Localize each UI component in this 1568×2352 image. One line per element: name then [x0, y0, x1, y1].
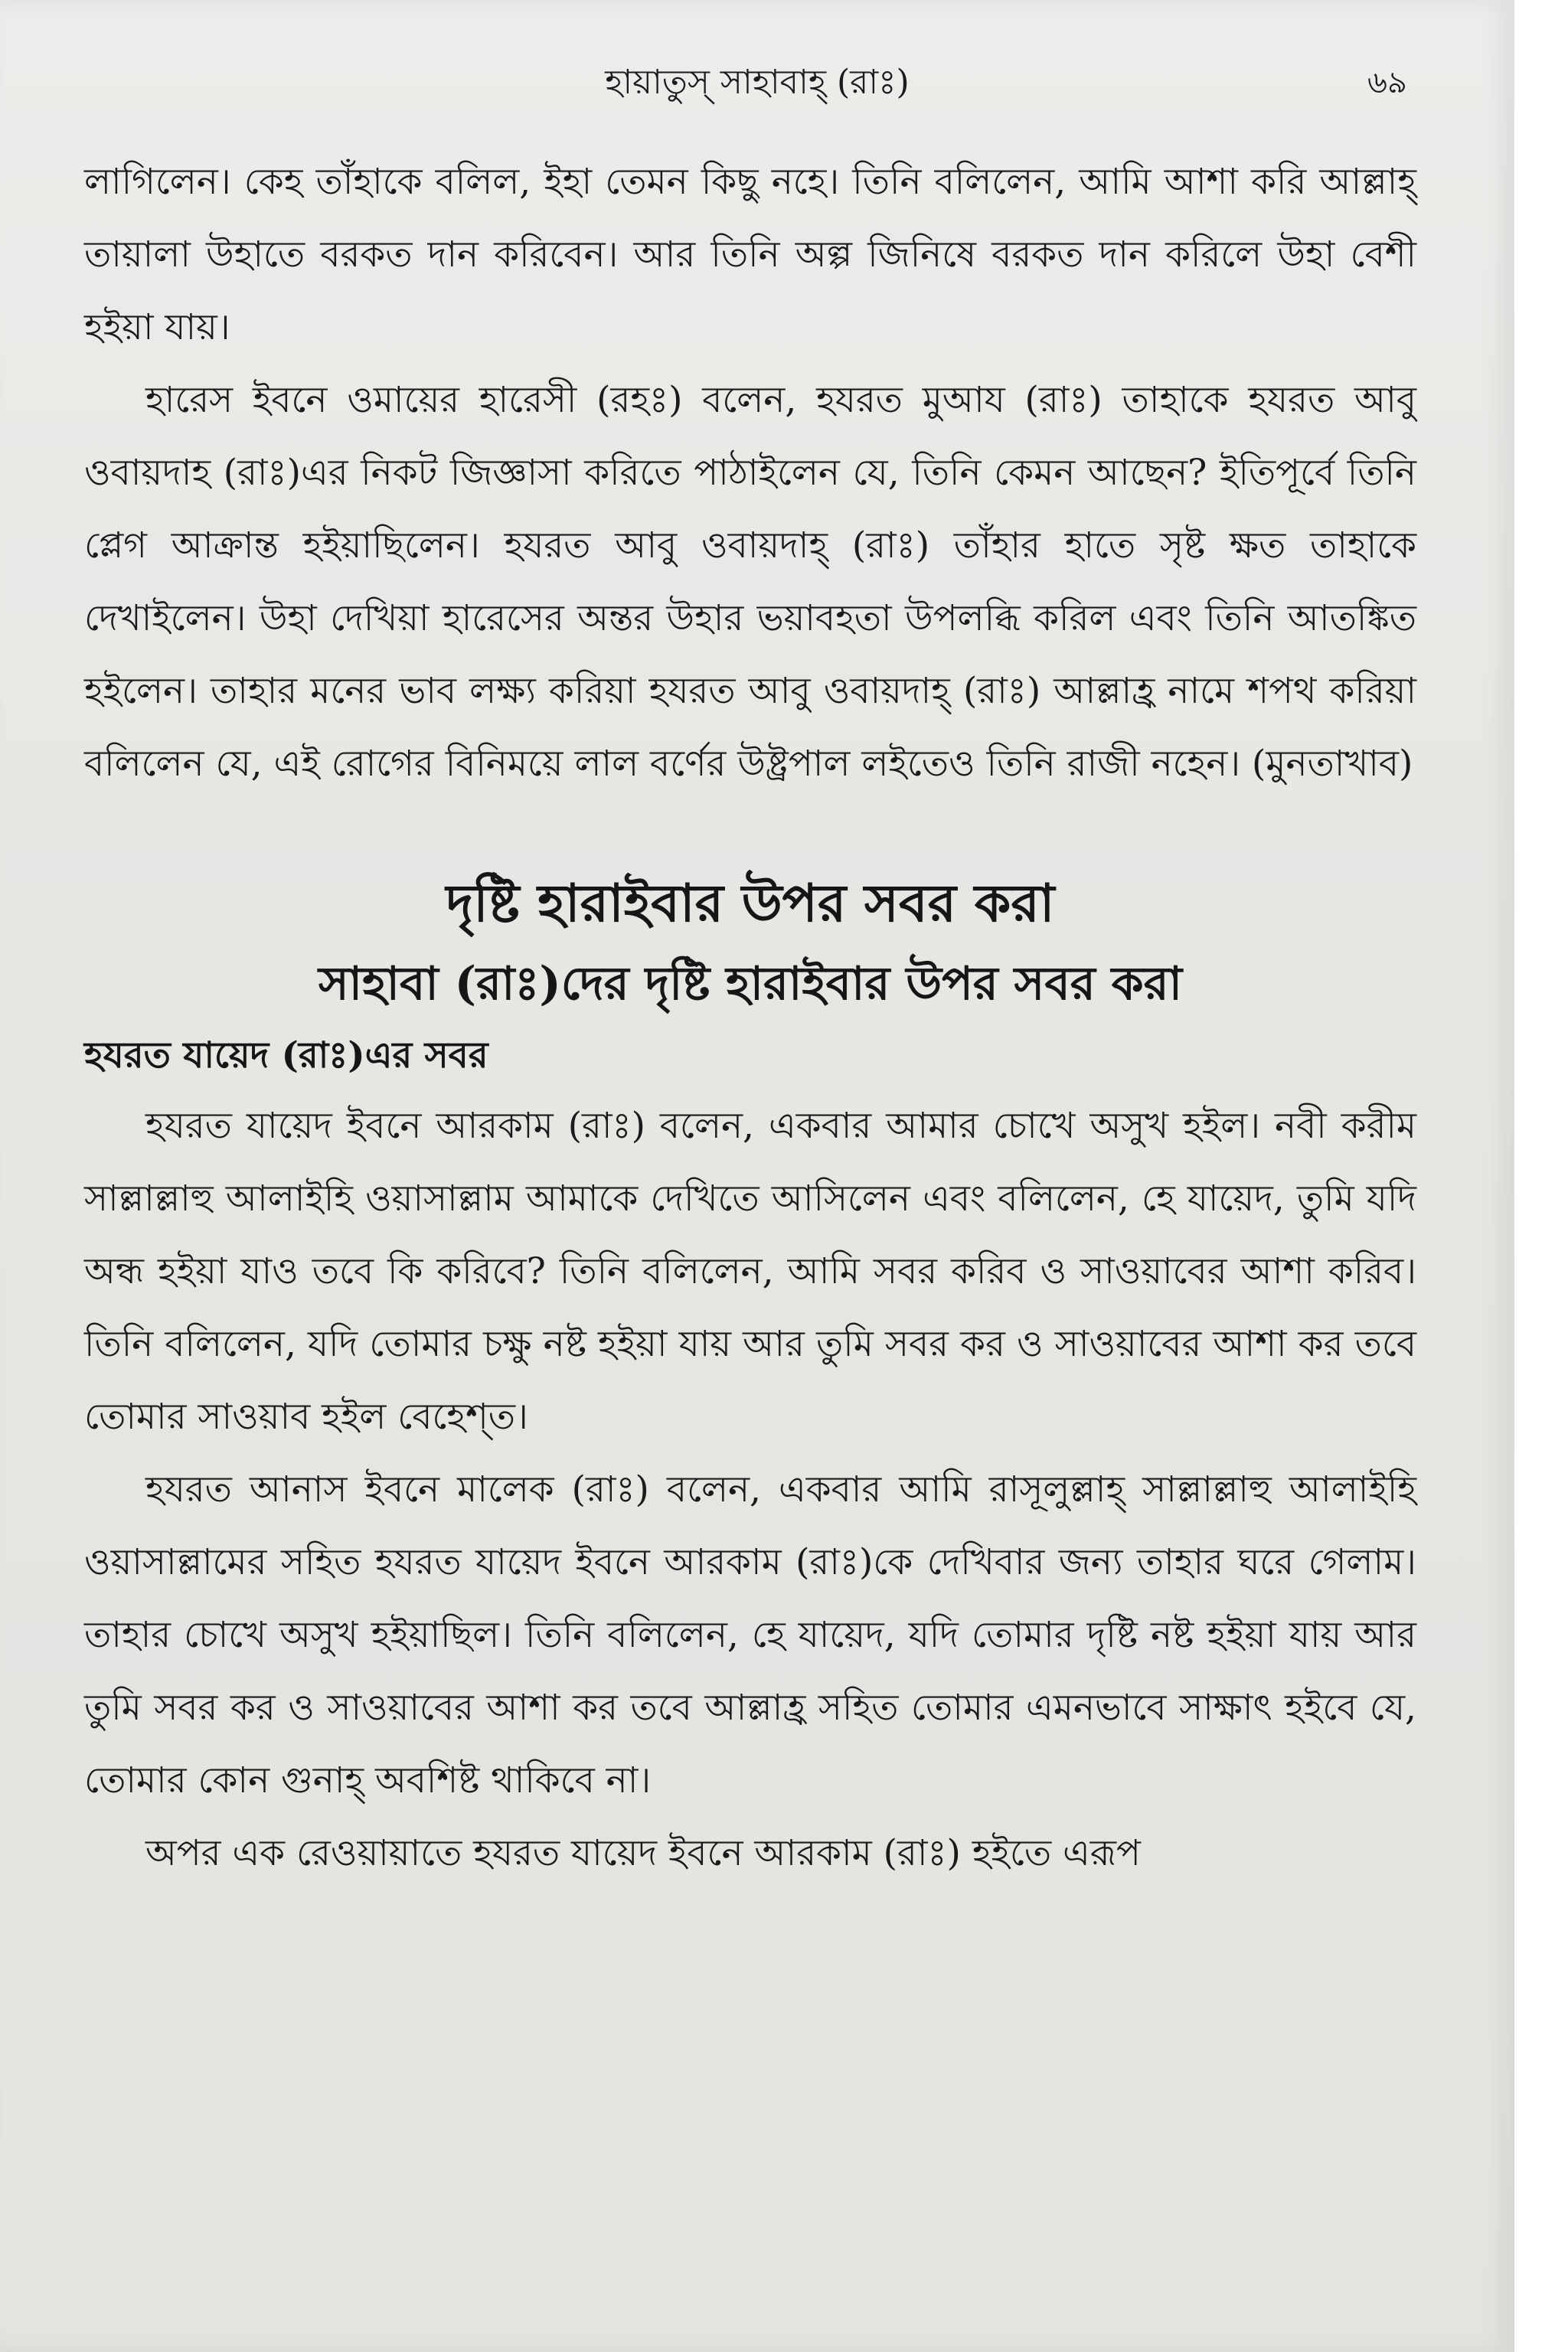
paragraph-another-narration: অপর এক রেওয়ায়াতে হযরত যায়েদ ইবনে আরকাম (রাঃ) হইতে এরূপ — [145, 1832, 1141, 1874]
running-header — [0, 46, 1514, 107]
section-title: হযরত যায়েদ (রাঃ)এর সবর — [84, 1034, 488, 1076]
paragraph-anas-narration: হযরত আনাস ইবনে মালেক (রাঃ) বলেন, একবার আমি রাসূলুল্লাহ্ সাল্লাল্লাহু আলাইহি ওয়াসাল্লামের সহিত হযরত যায়েদ ইবনে আরকাম (রাঃ)কে দেখিবার জন্য তাহার ঘরে গেলাম। তাহার চোখে অসুখ হইয়াছিল। তিনি বলিলেন, হে যায়েদ, যদি তোমার দৃষ্টি নষ্ট হইয়া যায় আর তুমি সবর কর ও সাওয়াবের আশা কর তবে আল্লাহ্র সহিত তোমার এমনভাবে সাক্ষাৎ হইবে যে, তোমার কোন গুনাহ্ অবশিষ্ট থাকিবে না। — [84, 1468, 1416, 1802]
page-body — [84, 145, 1416, 1890]
subchapter-title: সাহাবা (রাঃ)দের দৃষ্টি হারাইবার উপর সবর করা — [318, 957, 1182, 1011]
section-spacer — [84, 800, 1416, 861]
page-number: ৬৯ — [1367, 65, 1407, 100]
paragraph-zayed-narration: হযরত যায়েদ ইবনে আরকাম (রাঃ) বলেন, একবার আমার চোখে অসুখ হইল। নবী করীম সাল্লাল্লাহু আলাইহি ওয়াসাল্লাম আমাকে দেখিতে আসিলেন এবং বলিলেন, হে যায়েদ, তুমি যদি অন্ধ হইয়া যাও তবে কি করিবে? তিনি বলিলেন, আমি সবর করিব ও সাওয়াবের আশা করিব। তিনি বলিলেন, যদি তোমার চক্ষু নষ্ট হইয়া যায় আর তুমি সবর কর ও সাওয়াবের আশা কর তবে তোমার সাওয়াব হইল বেহেশ্‌ত। — [84, 1105, 1416, 1438]
book-title: হায়াতুস্ সাহাবাহ্ (রাঃ) — [605, 63, 910, 102]
paragraph-continuation: লাগিলেন। কেহ তাঁহাকে বলিল, ইহা তেমন কিছু নহে। তিনি বলিলেন, আমি আশা করি আল্লাহ্ তায়ালা উহাতে বরকত দান করিবেন। আর তিনি অল্প জিনিষে বরকত দান করিলে উহা বেশী হইয়া যায়। — [84, 161, 1416, 348]
chapter-title: দৃষ্টি হারাইবার উপর সবর করা — [446, 873, 1055, 934]
paragraph-hares-narration: হারেস ইবনে ওমায়ের হারেসী (রহঃ) বলেন, হযরত মুআয (রাঃ) তাহাকে হযরত আবু ওবায়দাহ (রাঃ)এর নিকট জিজ্ঞাসা করিতে পাঠাইলেন যে, তিনি কেমন আছেন? ইতিপূর্বে তিনি প্লেগ আক্রান্ত হইয়াছিলেন। হযরত আবু ওবায়দাহ্ (রাঃ) তাঁহার হাতে সৃষ্ট ক্ষত তাহাকে দেখাইলেন। উহা দেখিয়া হারেসের অন্তর উহার ভয়াবহতা উপলব্ধি করিল এবং তিনি আতঙ্কিত হইলেন। তাহার মনের ভাব লক্ষ্য করিয়া হযরত আবু ওবায়দাহ্ (রাঃ) আল্লাহ্র নামে শপথ করিয়া বলিলেন যে, এই রোগের বিনিময়ে লাল বর্ণের উষ্ট্রপাল লইতেও তিনি রাজী নহেন। (মুনতাখাব) — [84, 379, 1416, 785]
